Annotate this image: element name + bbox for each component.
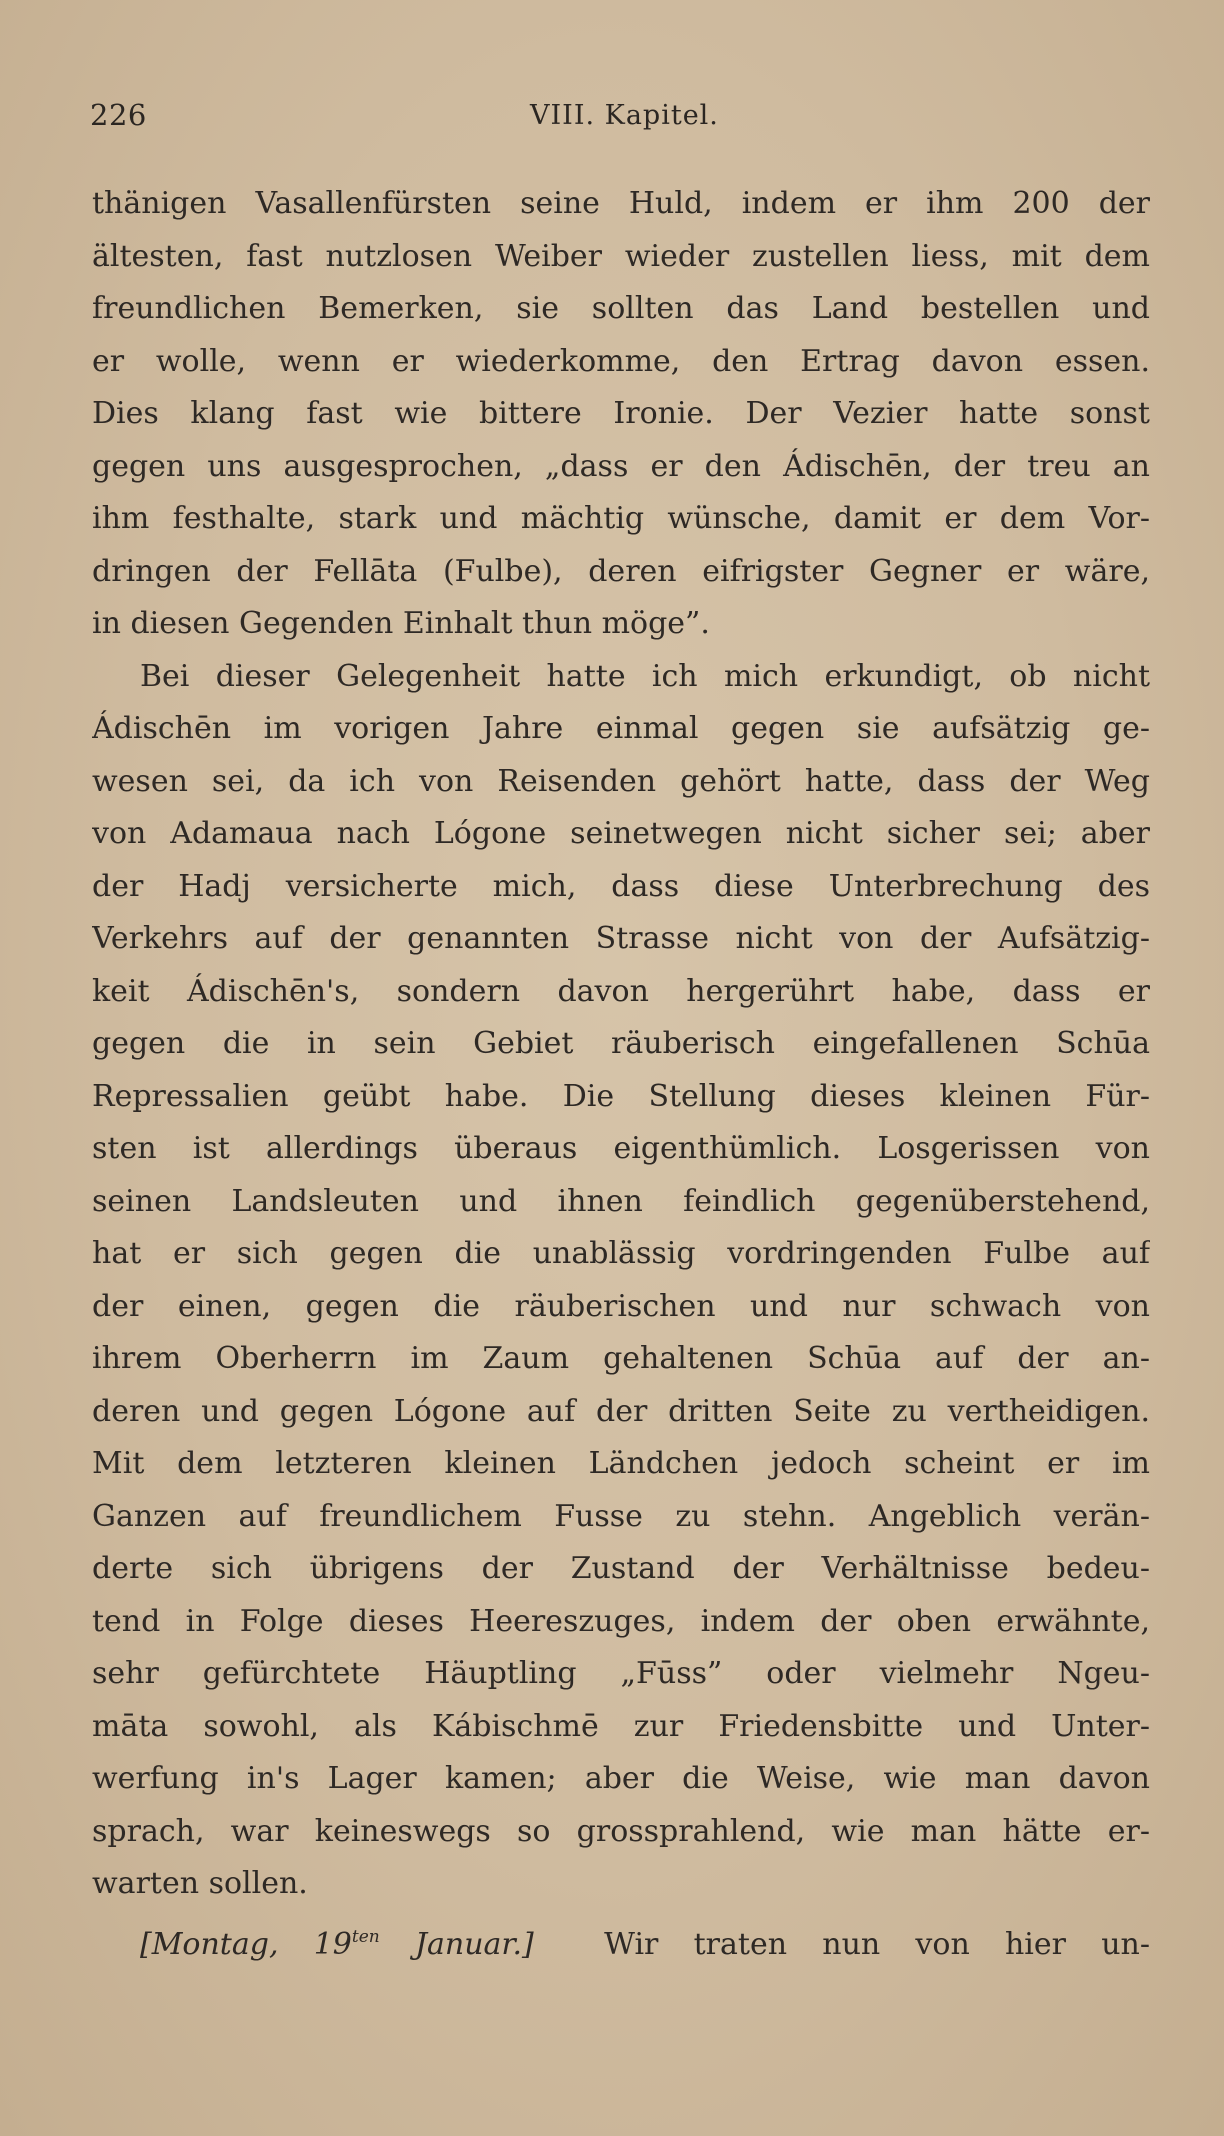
date-open: [Montag, 19 — [140, 1926, 352, 1962]
running-head: VIII. Kapitel. — [530, 100, 719, 131]
text-line: seinen Landsleuten und ihnen feindlich gegenüberstehend, — [92, 1183, 1150, 1219]
text-line: Dies klang fast wie bittere Ironie. Der Vezier hatte sonst — [92, 396, 1150, 431]
page-header — [90, 98, 1140, 138]
text-line: wesen sei, da ich von Reisenden gehört hatte, dass der Weg — [92, 763, 1150, 799]
text-line: thänigen Vasallenfürsten seine Huld, indem er ihm 200 der — [92, 186, 1150, 221]
text-line: hat er sich gegen die unablässig vordringenden Fulbe auf — [92, 1236, 1150, 1271]
body-text — [92, 178, 1150, 1963]
text-line: dringen der Fellāta (Fulbe), deren eifrigster Gegner er wäre, — [92, 553, 1150, 589]
text-line: derte sich übrigens der Zustand der Verhältnisse bedeu- — [92, 1551, 1150, 1586]
date-superscript: ten — [351, 1926, 380, 1947]
text-line: tend in Folge dieses Heereszuges, indem der oben erwähnte, — [92, 1603, 1150, 1639]
text-line: sprach, war keineswegs so grossprahlend, wie man hätte er- — [92, 1813, 1150, 1849]
text-line: gegen die in sein Gebiet räuberisch eingefallenen Schūa — [92, 1026, 1150, 1061]
text-line: deren und gegen Lógone auf der dritten Seite zu vertheidigen. — [92, 1393, 1150, 1429]
text-line: Ganzen auf freundlichem Fusse zu stehn. Angeblich verän- — [92, 1498, 1150, 1534]
text-line: Repressalien geübt habe. Die Stellung dieses kleinen Für- — [92, 1078, 1150, 1114]
text-line: der einen, gegen die räuberischen und nur schwach von — [92, 1288, 1150, 1324]
text-line: Verkehrs auf der genannten Strasse nicht von der Aufsätzig- — [92, 921, 1150, 956]
text-line: warten sollen. — [92, 1866, 308, 1901]
date-line — [92, 1911, 1150, 1964]
text-line: in diesen Gegenden Einhalt thun möge”. — [92, 606, 710, 641]
text-line: Ádischēn im vorigen Jahre einmal gegen sie aufsätzig ge- — [92, 711, 1150, 746]
text-line: von Adamaua nach Lógone seinetwegen nicht sicher sei; aber — [92, 816, 1150, 851]
text-line: freundlichen Bemerken, sie sollten das Land bestellen und — [92, 291, 1150, 326]
date-line-text: Wir traten nun von hier un- — [604, 1926, 1150, 1962]
text-line: Bei dieser Gelegenheit hatte ich mich erkundigt, ob nicht — [140, 658, 1150, 694]
text-line: keit Ádischēn's, sondern davon hergerührt habe, dass er — [92, 973, 1150, 1009]
text-line: er wolle, wenn er wiederkomme, den Ertrag davon essen. — [92, 343, 1150, 379]
date-close: Januar.] — [379, 1926, 534, 1962]
text-line: sten ist allerdings überaus eigenthümlich. Losgerissen von — [92, 1131, 1150, 1166]
text-line: der Hadj versicherte mich, dass diese Unterbrechung des — [92, 868, 1150, 904]
text-line: gegen uns ausgesprochen, „dass er den Ádischēn, der treu an — [92, 448, 1150, 484]
text-line: ältesten, fast nutzlosen Weiber wieder zustellen liess, mit dem — [92, 238, 1150, 274]
text-line: ihm festhalte, stark und mächtig wünsche, damit er dem Vor- — [92, 501, 1150, 536]
text-line: sehr gefürchtete Häuptling „Fūss” oder vielmehr Ngeu- — [92, 1656, 1150, 1691]
text-line: Mit dem letzteren kleinen Ländchen jedoch scheint er im — [92, 1446, 1150, 1481]
text-line: māta sowohl, als Kábischmē zur Friedensbitte und Unter- — [92, 1708, 1150, 1744]
text-line: werfung in's Lager kamen; aber die Weise, wie man davon — [92, 1761, 1150, 1796]
text-line: ihrem Oberherrn im Zaum gehaltenen Schūa auf der an- — [92, 1341, 1150, 1376]
page-number: 226 — [90, 98, 147, 132]
